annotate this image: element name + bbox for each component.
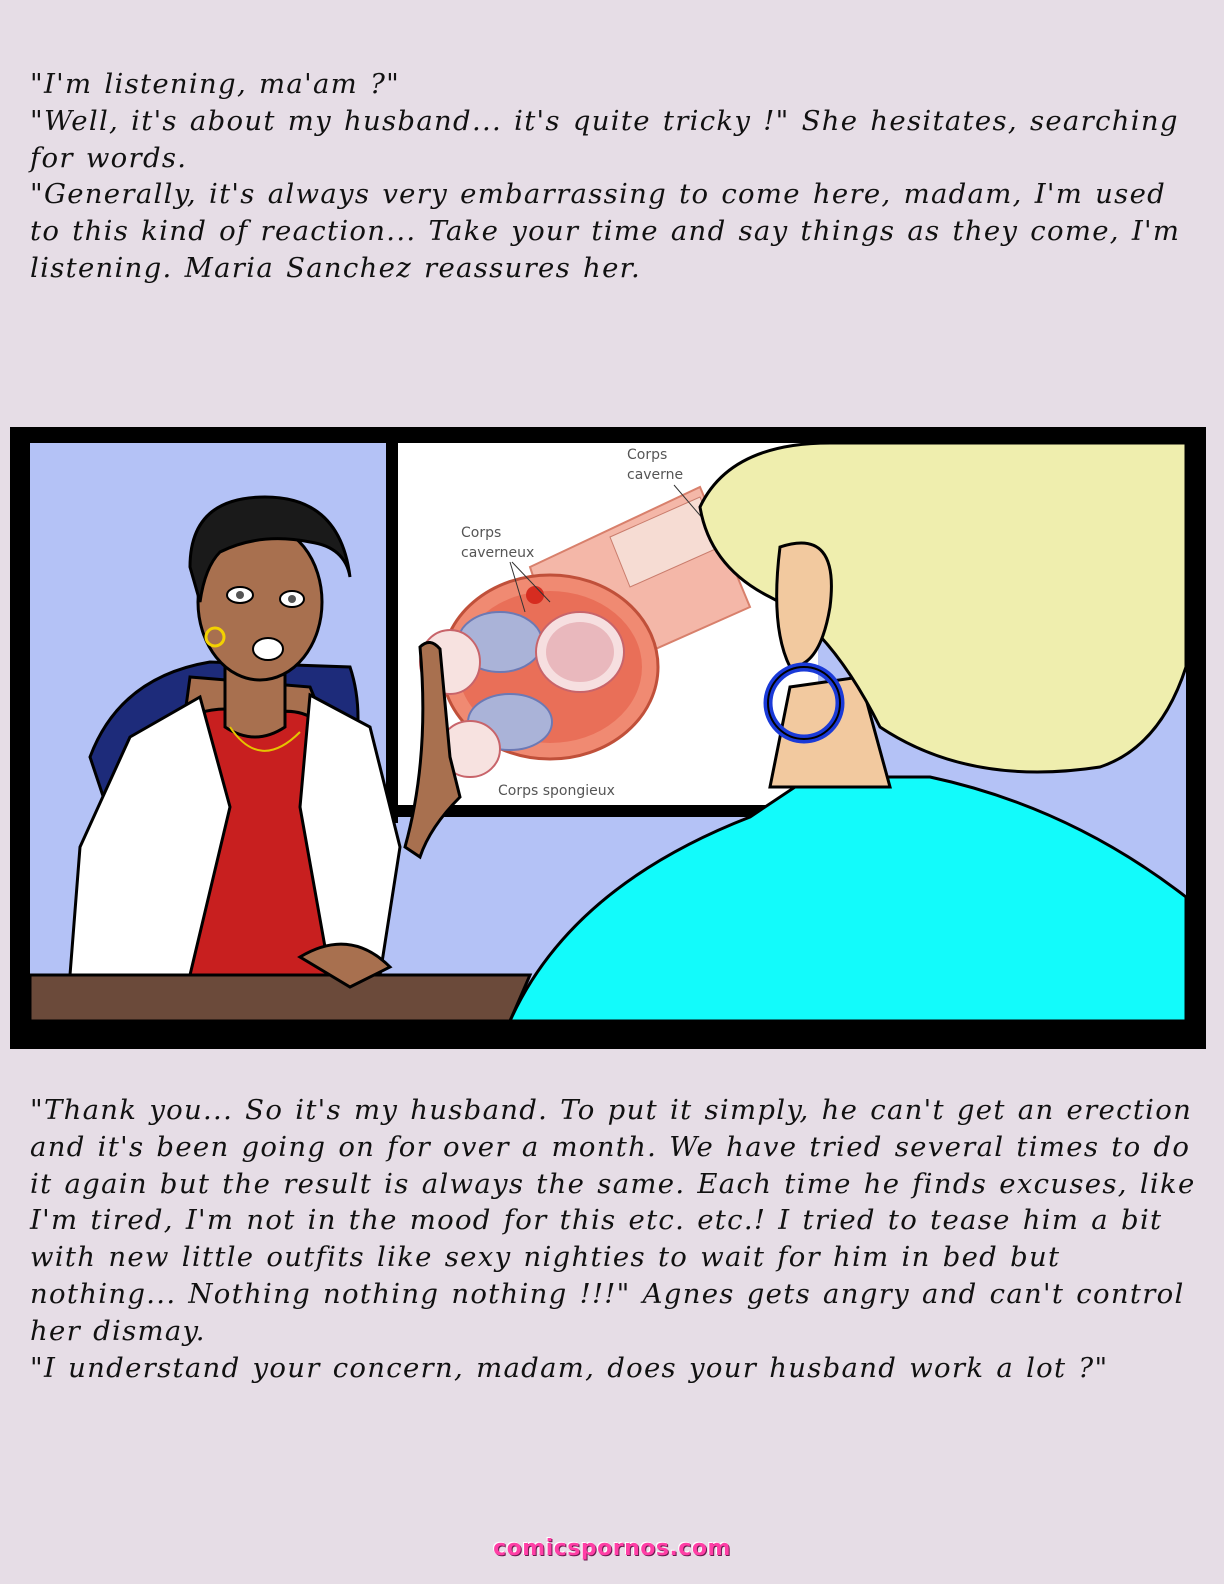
caption-line: "Thank you... So it's my husband. To put it simply, he can't get an erection and it's been going on for over a month. We have tried several times to do it again but the result is always the same. Each time he finds excuses, like I'm tired, I'm not in the mood for this etc. etc.! I tried to tease him a bit with new little outfits like sexy nighties to wait for him in bed but nothing... Nothing nothing nothing !!!" Agnes gets angry and can't control her dismay.: [30, 1094, 1196, 1347]
poster-label: Corps spongieux: [498, 783, 615, 799]
caption-line: "I'm listening, ma'am ?": [30, 68, 401, 100]
caption-line: "Generally, it's always very embarrassing to come here, madam, I'm used to this kind of reaction... Take your time and say things as they come, I'm listening. Maria Sanchez reassures her.: [30, 178, 1181, 284]
caption-line: "I understand your concern, madam, does your husband work a lot ?": [30, 1351, 1109, 1384]
poster-label: caverne: [627, 467, 684, 483]
poster-label: caverneux: [461, 545, 535, 561]
caption-top: [30, 66, 1200, 287]
poster-frame: [386, 443, 398, 823]
poster-label: Corps: [627, 447, 668, 463]
comic-panel: [10, 427, 1206, 1049]
desk: [30, 975, 530, 1021]
panel-border-bottom: [10, 1021, 1206, 1049]
site-watermark: comicspornos.com: [493, 1536, 731, 1561]
caption-line: "Well, it's about my husband... it's quite tricky !" She hesitates, searching for words.: [30, 104, 1179, 174]
poster-label: Corps: [461, 525, 502, 541]
caption-bottom: [30, 1092, 1200, 1386]
panel-illustration: [10, 427, 1206, 1049]
